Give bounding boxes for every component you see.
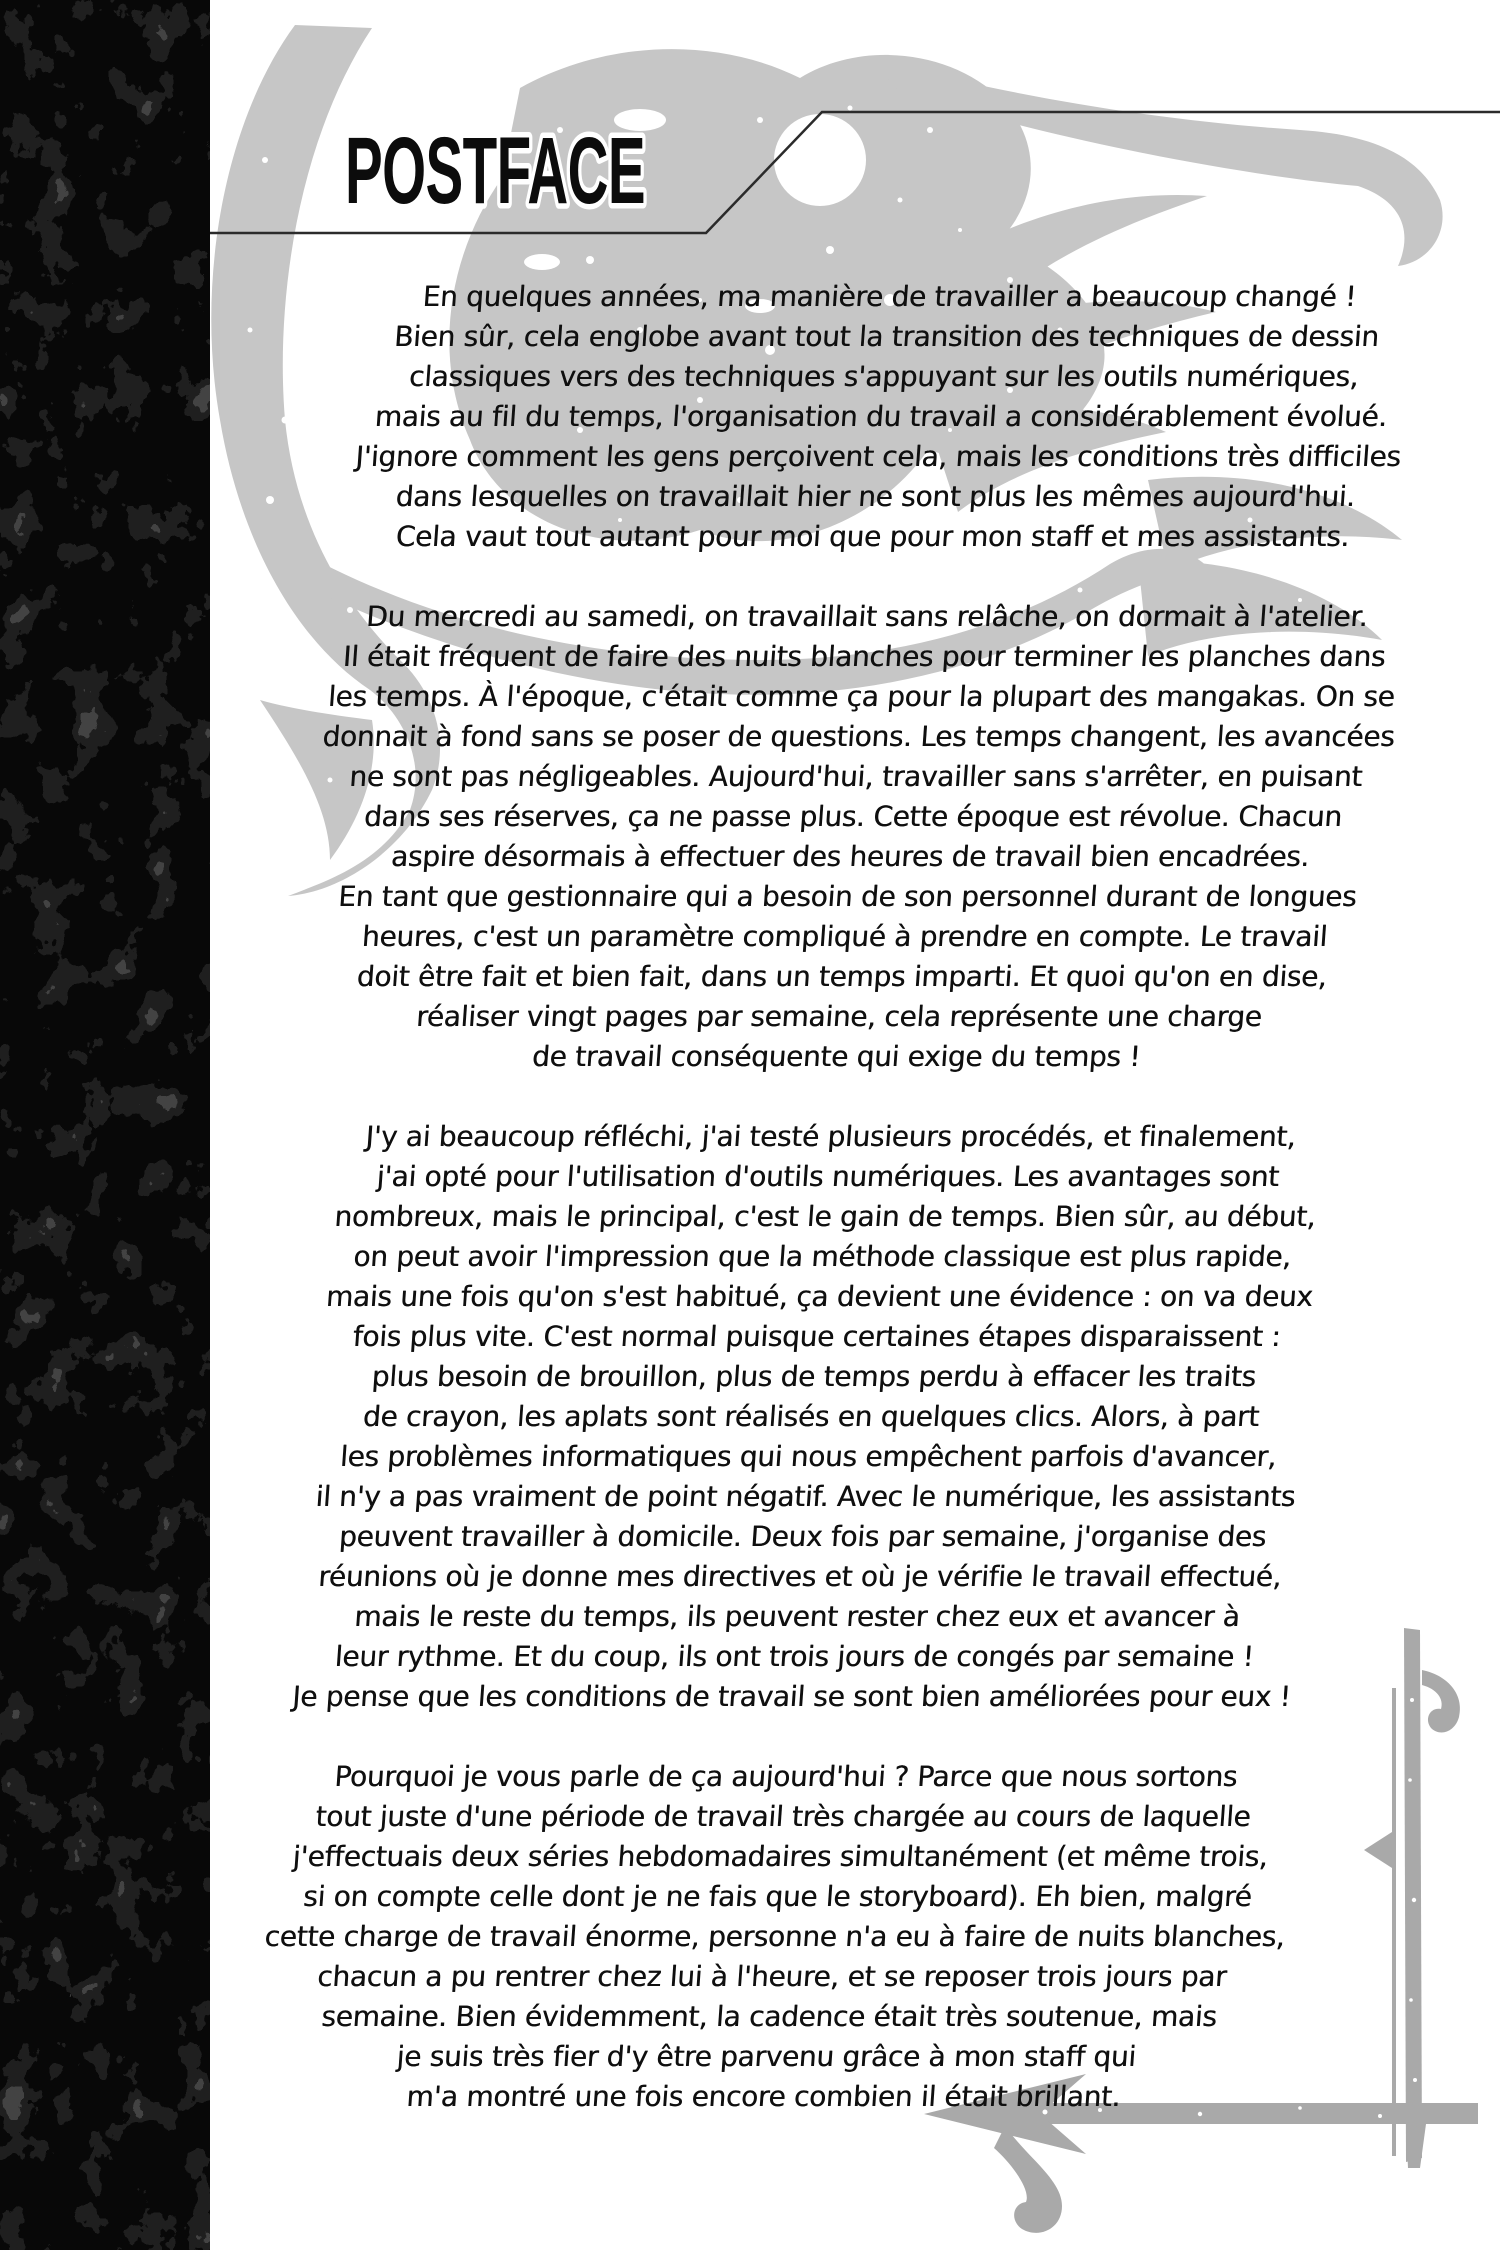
text-line: j'ai opté pour l'utilisation d'outils numériques. Les avantages sont (375, 1160, 1281, 1193)
text-line: réunions où je donne mes directives et où je vérifie le travail effectué, (317, 1560, 1283, 1593)
text-line: donnait à fond sans se poser de questions. Les temps changent, les avancées (321, 720, 1396, 753)
paragraph (175, 1117, 1447, 1717)
text-line: les temps. À l'époque, c'était comme ça pour la plupart des mangakas. On se (326, 680, 1396, 713)
text-line: j'effectuais deux séries hebdomadaires simultanément (et même trois, (291, 1840, 1269, 1873)
text-line: J'y ai beaucoup réfléchi, j'ai testé plusieurs procédés, et finalement, (364, 1120, 1297, 1153)
text-line: plus besoin de brouillon, plus de temps perdu à effacer les traits (370, 1360, 1258, 1393)
text-line: doit être fait et bien fait, dans un temps imparti. Et quoi qu'on en dise, (355, 960, 1328, 993)
text-line: dans ses réserves, ça ne passe plus. Cette époque est révolue. Chacun (362, 800, 1344, 833)
postface-title: POSTFACE (345, 118, 645, 224)
paragraph (256, 277, 1500, 557)
text-line: En quelques années, ma manière de travailler a beaucoup changé ! (421, 280, 1358, 313)
text-line: mais au fil du temps, l'organisation du travail a considérablement évolué. (373, 400, 1389, 433)
text-line: J'ignore comment les gens perçoivent cela, mais les conditions très difficiles (354, 440, 1402, 473)
text-line: mais une fois qu'on s'est habitué, ça devient une évidence : on va deux (324, 1280, 1314, 1313)
text-line: chacun a pu rentrer chez lui à l'heure, et se reposer trois jours par (316, 1960, 1228, 1993)
text-line: Il était fréquent de faire des nuits blanches pour terminer les planches dans (341, 640, 1387, 673)
text-line: fois plus vite. C'est normal puisque certaines étapes disparaissent : (351, 1320, 1282, 1353)
text-line: il n'y a pas vraiment de point négatif. Avec le numérique, les assistants (314, 1480, 1297, 1513)
text-line: réaliser vingt pages par semaine, cela représente une charge (415, 1000, 1263, 1033)
text-line: Du mercredi au samedi, on travaillait sans relâche, on dormait à l'atelier. (365, 600, 1369, 633)
text-line: classiques vers des techniques s'appuyant sur les outils numériques, (407, 360, 1360, 393)
text-line: de travail conséquente qui exige du temps ! (531, 1040, 1142, 1073)
text-line: si on compte celle dont je ne fais que le storyboard). Eh bien, malgré (302, 1880, 1253, 1913)
text-line: Pourquoi je vous parle de ça aujourd'hui ? Parce que nous sortons (333, 1760, 1239, 1793)
text-line: semaine. Bien évidemment, la cadence était très soutenue, mais (320, 2000, 1218, 2033)
text-line: je suis très fier d'y être parvenu grâce à mon staff qui (395, 2040, 1137, 2073)
text-line: Cela vaut tout autant pour moi que pour mon staff et mes assistants. (394, 520, 1351, 553)
paragraph (147, 1757, 1402, 2117)
text-line: on peut avoir l'impression que la méthode classique est plus rapide, (352, 1240, 1293, 1273)
paragraph (220, 597, 1484, 1077)
text-line: de crayon, les aplats sont réalisés en quelques clics. Alors, à part (361, 1400, 1261, 1433)
text-line: ne sont pas négligeables. Aujourd'hui, travailler sans s'arrêter, en puisant (348, 760, 1364, 793)
text-line: heures, c'est un paramètre compliqué à prendre en compte. Le travail (360, 920, 1329, 953)
text-line: Bien sûr, cela englobe avant tout la transition des techniques de dessin (393, 320, 1380, 353)
text-line: dans lesquelles on travaillait hier ne sont plus les mêmes aujourd'hui. (394, 480, 1357, 513)
text-line: les problèmes informatiques qui nous empêchent parfois d'avancer, (339, 1440, 1278, 1473)
text-line: Je pense que les conditions de travail se sont bien améliorées pour eux ! (291, 1680, 1292, 1713)
text-line: nombreux, mais le principal, c'est le gain de temps. Bien sûr, au début, (333, 1200, 1317, 1233)
text-line: En tant que gestionnaire qui a besoin de son personnel durant de longues (337, 880, 1358, 913)
text-line: aspire désormais à effectuer des heures de travail bien encadrées. (390, 840, 1311, 873)
text-line: leur rythme. Et du coup, ils ont trois jours de congés par semaine ! (333, 1640, 1255, 1673)
text-line: tout juste d'une période de travail très chargée au cours de laquelle (314, 1800, 1252, 1833)
text-line: m'a montré une fois encore combien il était brillant. (405, 2080, 1122, 2113)
body-text (144, 277, 1500, 2157)
text-line: peuvent travailler à domicile. Deux fois par semaine, j'organise des (338, 1520, 1268, 1553)
text-line: mais le reste du temps, ils peuvent rester chez eux et avancer à (353, 1600, 1241, 1633)
text-line: cette charge de travail énorme, personne n'a eu à faire de nuits blanches, (263, 1920, 1286, 1953)
